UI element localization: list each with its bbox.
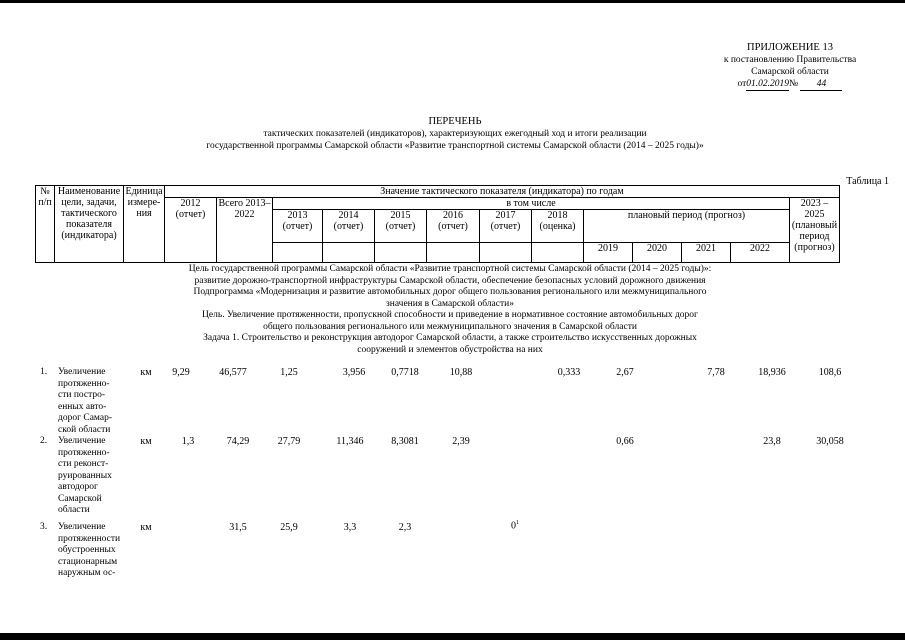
goal-line4: значения в Самарской области»: [386, 298, 514, 309]
row-3-no: 3.: [40, 522, 48, 532]
footnote-mark: 1: [516, 520, 519, 526]
row-2-2015: 8,3081: [391, 436, 419, 447]
row-1-name-line: дорог Самар-: [58, 413, 112, 423]
row-3-2017: [490, 520, 540, 531]
document-heading: [60, 116, 850, 152]
row-1-name-line: протяженно-: [58, 378, 110, 389]
row-1-2012: 9,29: [172, 367, 190, 378]
header-2018: 2018 (оценка): [532, 210, 584, 243]
goal-block: [130, 264, 770, 356]
table-number: Таблица 1: [846, 176, 889, 187]
header-2017: 2017 (отчет): [480, 210, 532, 243]
sign-no: 44: [800, 78, 842, 91]
row-2-no: 2.: [40, 436, 48, 446]
row-1-2023: 108,6: [818, 367, 842, 378]
header-2016: 2016 (отчет): [427, 210, 480, 243]
row-3-2014: 3,3: [343, 522, 357, 533]
row-2-2012: 1,3: [181, 436, 195, 447]
goal-line3: Подпрограмма «Модернизация и развитие автомобильных дорог общего пользования регионального или межмуниципального: [193, 287, 707, 297]
row-3-2017-value: 0: [511, 520, 516, 532]
row-2-name-line: сти реконст-: [58, 459, 109, 469]
row-1-2016: 10,88: [449, 367, 473, 378]
header-no: № п/п: [36, 186, 55, 263]
row-1-unit: км: [140, 367, 152, 378]
row-1-2022: 18,936: [758, 367, 786, 378]
heading-line1: тактических показателей (индикаторов), характеризующих ежегодный ход и итоги реализации: [263, 129, 647, 139]
row-1-2015: 0,7718: [391, 367, 419, 378]
row-1-2013: 1,25: [280, 367, 298, 378]
row-1-2021: 7,78: [707, 367, 725, 378]
row-1-2019: 2,67: [616, 367, 634, 378]
header-2021: 2021: [682, 243, 731, 263]
row-2-total: 74,29: [226, 436, 250, 447]
header-2015: 2015 (отчет): [375, 210, 427, 243]
row-1-name: [58, 367, 112, 436]
sign-prefix: от: [737, 79, 747, 89]
header-2022: 2022: [731, 243, 790, 263]
row-2-2023: 30,058: [816, 436, 844, 447]
row-3-2013: 25,9: [280, 522, 298, 533]
header-values: Значение тактического показателя (индикатора) по годам: [165, 186, 840, 198]
header-name: Наименование цели, задачи, тактического показателя (индикатора): [55, 186, 124, 263]
row-1-name-line: сти постро-: [58, 390, 106, 400]
row-3-name: [58, 522, 120, 580]
header-2012: 2012 (отчет): [165, 198, 217, 263]
header-table: [35, 185, 840, 263]
header-2023: 2023 – 2025 (плановый период (прогноз): [790, 198, 840, 263]
row-2-name-line: руированных: [58, 470, 112, 481]
row-2-2014: 11,346: [336, 436, 364, 447]
row-2-2022: 23,8: [763, 436, 781, 447]
row-3-2015: 2,3: [398, 522, 412, 533]
row-2-2013: 27,79: [277, 436, 301, 447]
row-1-2014: 3,956: [342, 367, 366, 378]
goal-line8: сооружений и элементов обустройства на них: [357, 344, 543, 355]
row-2-name-line: протяженно-: [58, 447, 110, 458]
row-3-name-line: стационарным: [58, 556, 118, 567]
row-3-total: 31,5: [229, 522, 247, 533]
row-2-unit: км: [140, 436, 152, 447]
goal-line7: Задача 1. Строительство и реконструкция автодорог Самарской области, а также строительство искусственных дорожных: [203, 333, 697, 343]
row-1-total: 46,577: [219, 367, 247, 378]
row-2-name-line: Самарской: [58, 493, 102, 504]
goal-line1: Цель государственной программы Самарской области «Развитие транспортной системы Самарской области (2014 – 2025 годы)»:: [188, 264, 712, 274]
top-border: [0, 0, 905, 3]
header-blank-2015: [375, 243, 427, 263]
goal-line5: Цель. Увеличение протяженности, пропускной способности и приведение в нормативное состояние автомобильных дорог: [202, 310, 698, 320]
header-blank-2018: [532, 243, 584, 263]
header-2013: 2013 (отчет): [273, 210, 323, 243]
row-2-name-line: автодорог: [58, 482, 98, 492]
appendix-title: ПРИЛОЖЕНИЕ 13: [747, 42, 833, 53]
header-plan: плановый период (прогноз): [584, 210, 790, 243]
row-2-name-line: области: [58, 505, 90, 515]
row-3-name-line: наружным ос-: [58, 568, 116, 578]
row-3-unit: км: [140, 522, 152, 533]
sign-date: 01.02.2019: [746, 79, 790, 89]
goal-line6: общего пользования регионального или межмуниципального значения в Самарской области: [263, 321, 637, 332]
row-2-2016: 2,39: [452, 436, 470, 447]
row-2-name: [58, 436, 112, 517]
sign-no-label: №: [789, 79, 799, 89]
appendix-line2: Самарской области: [751, 67, 829, 77]
header-total: Всего 2013–2022: [217, 198, 273, 263]
row-1-name-line: енных авто-: [58, 401, 107, 412]
row-1-2018: 0,333: [557, 367, 581, 378]
goal-line2: развитие дорожно-транспортной инфраструктуры Самарской области, обеспечение безопасных условий дорожного движения: [194, 275, 706, 286]
row-1-name-line: Увеличение: [58, 367, 106, 377]
appendix-line1: к постановлению Правительства: [723, 55, 857, 65]
appendix-block: [690, 42, 890, 91]
header-2020: 2020: [633, 243, 682, 263]
row-3-name-line: протяженности: [58, 533, 121, 544]
row-3-name-line: обустроенных: [58, 545, 116, 555]
appendix-signature: [690, 78, 890, 91]
header-blank-2017: [480, 243, 532, 263]
header-2019: 2019: [584, 243, 633, 263]
header-blank-2014: [323, 243, 375, 263]
row-2-name-line: Увеличение: [58, 436, 106, 446]
header-2014: 2014 (отчет): [323, 210, 375, 243]
header-unit: Единица измере-ния: [124, 186, 165, 263]
header-blank-2013: [273, 243, 323, 263]
header-incl: в том числе: [273, 198, 790, 210]
row-1-no: 1.: [40, 367, 48, 377]
heading-line2: государственной программы Самарской области «Развитие транспортной системы Самарской области (2014 – 2025 годы)»: [206, 141, 704, 151]
header-blank-2016: [427, 243, 480, 263]
row-1-name-line: ской области: [58, 424, 111, 435]
row-3-name-line: Увеличение: [58, 522, 106, 532]
row-2-2019: 0,66: [616, 436, 634, 447]
bottom-border: [0, 633, 905, 640]
heading-title: ПЕРЕЧЕНЬ: [428, 116, 482, 127]
